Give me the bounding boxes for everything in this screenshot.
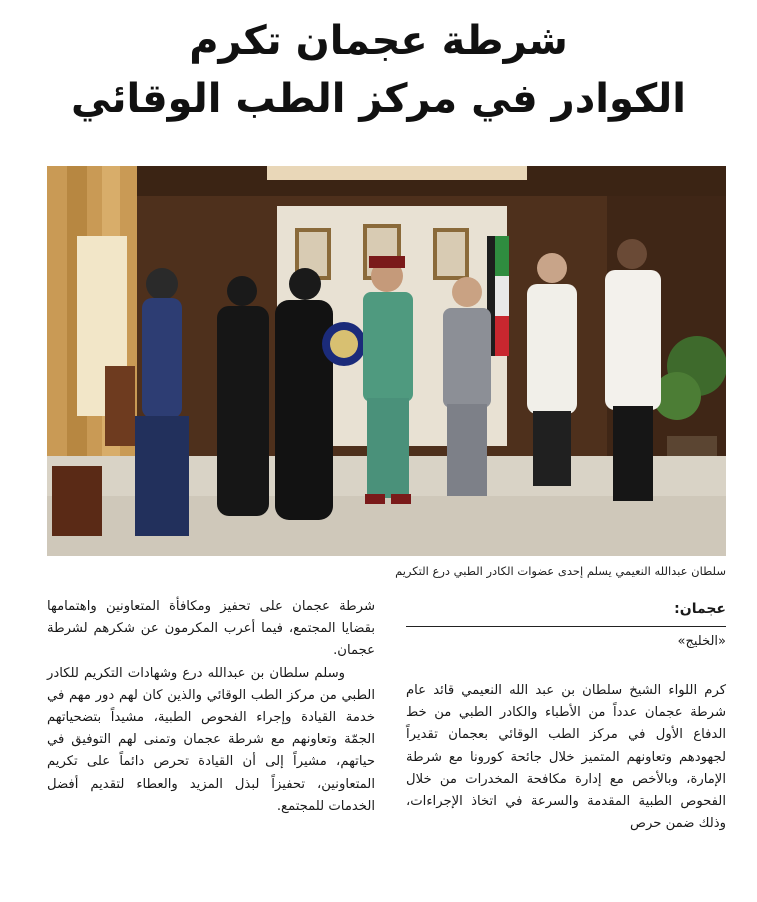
dateline-source: «الخليج» xyxy=(677,634,726,649)
headline-line-2: الكوادر في مركز الطب الوقائي xyxy=(70,76,687,122)
paragraph: وسلم سلطان بن عبدالله درع وشهادات التكريم للكادر الطبي من مركز الطب الوقائي والذين كان لهم دور مهم في خدمة القيادة وإجراء الفحوص الطبية، مشيداً بتضحياتهم الجمّة وتعاونهم مع شرطة عجمان وتمنى لهم التوفيق في حياتهم، مشيراً إلى أن القيادة تحرص دائماً على تكريم المتعاونين، تحفيزاً لبذل المزيد والعطاء لتقديم أفضل الخدمات للمجتمع. xyxy=(47,665,375,814)
byline xyxy=(406,598,726,653)
paragraph: شرطة عجمان على تحفيز ومكافأة المتعاونين واهتمامها بقضايا المجتمع، فيما أعرب المكرمون عن شكرهم لشرطة عجمان. xyxy=(47,599,375,659)
photo-caption: سلطان عبدالله النعيمي يسلم إحدى عضوات الكادر الطبي درع التكريم xyxy=(395,564,726,578)
article-column-left xyxy=(47,596,375,818)
article-column-right xyxy=(406,680,726,835)
headline xyxy=(0,12,757,128)
dateline-location: عجمان: xyxy=(406,598,726,627)
headline-line-1: شرطة عجمان تكرم xyxy=(189,18,568,64)
paragraph: كرم اللواء الشيخ سلطان بن عبد الله النعيمي قائد عام شرطة عجمان عدداً من الأطباء والكادر الطبي من خط الدفاع الأول في مركز الطب الوقائي بعجمان تقديراً لجهودهم وتعاونهم المتميز خلال جائحة كورونا مع شرطة الإمارة، وبالأخص مع إدارة مكافحة المخدرات من خلال الفحوص الطبية المقدمة والسرعة في اتخاذ الإجراءات، وذلك ضمن حرص xyxy=(406,683,726,832)
article-photo xyxy=(47,166,726,556)
